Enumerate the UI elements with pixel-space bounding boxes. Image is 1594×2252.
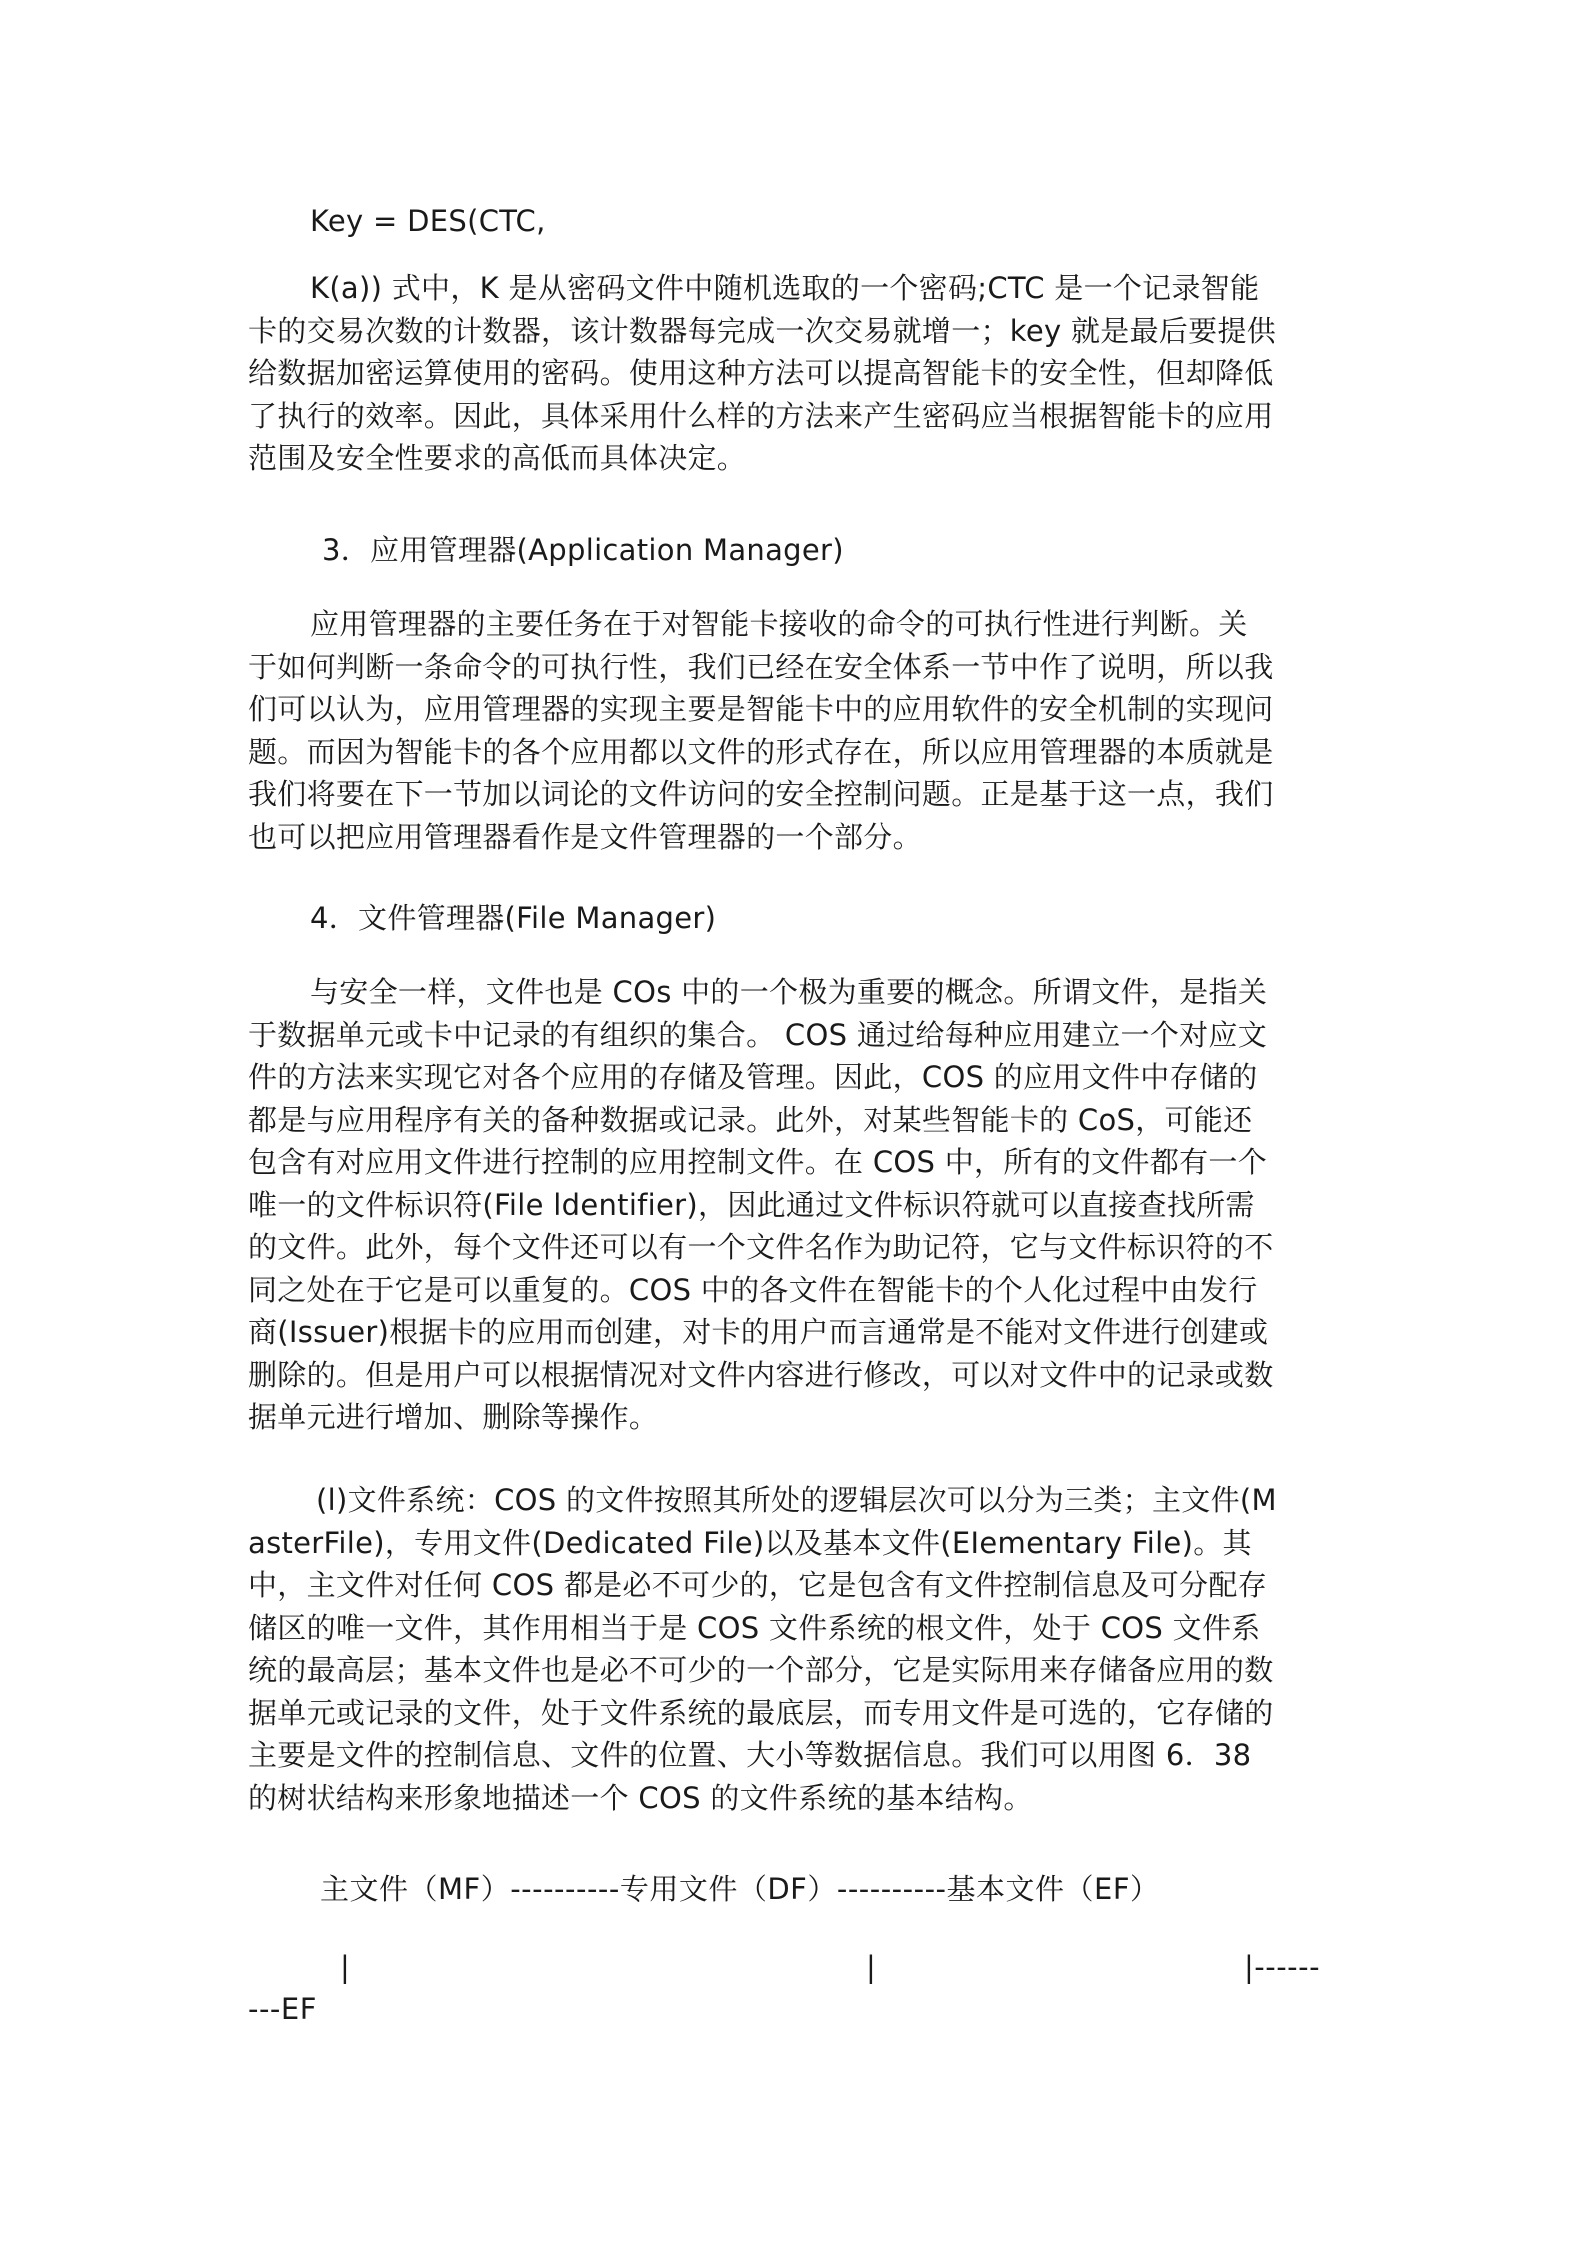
paragraph-line: 删除的。但是用户可以根据情况对文件内容进行修改，可以对文件中的记录或数: [248, 1357, 1274, 1392]
paragraph-key-explanation: [248, 267, 1358, 480]
paragraph-line: 都是与应用程序有关的备种数据或记录。此外，对某些智能卡的 CoS，可能还: [248, 1102, 1253, 1137]
paragraph-line: K(a)) 式中，K 是从密码文件中随机选取的一个密码;CTC 是一个记录智能: [310, 271, 1260, 305]
paragraph-line: 唯一的文件标识符(File ldentifier)，因此通过文件标识符就可以直接查找所需: [248, 1187, 1255, 1222]
paragraph-line: 的树状结构来形象地描述一个 COS 的文件系统的基本结构。: [248, 1780, 1033, 1815]
file-tree-connector-df: |: [866, 1950, 877, 1984]
formula-line: Key = DES(CTC,: [310, 204, 546, 238]
paragraph-line: 们可以认为，应用管理器的实现主要是智能卡中的应用软件的安全机制的实现问: [248, 692, 1274, 726]
paragraph-line: (l)文件系统：COS 的文件按照其所处的逻辑层次可以分为三类；主文件(M: [316, 1483, 1277, 1517]
paragraph-line: 同之处在于它是可以重复的。COS 中的各文件在智能卡的个人化过程中由发行: [248, 1272, 1258, 1307]
file-tree-top-row: 主文件（MF）----------专用文件（DF）----------基本文件（EF）: [320, 1872, 1160, 1906]
paragraph-line: 商(Issuer)根据卡的应用而创建，对卡的用户而言通常是不能对文件进行创建或: [248, 1315, 1269, 1349]
paragraph-line: 统的最高层；基本文件也是必不可少的一个部分，它是实际用来存储备应用的数: [248, 1653, 1274, 1687]
paragraph-line: 范围及安全性要求的高低而具体决定。: [248, 441, 747, 475]
paragraph-line: 包含有对应用文件进行控制的应用控制文件。在 COS 中，所有的文件都有一个: [248, 1145, 1268, 1179]
paragraph-line: 给数据加密运算使用的密码。使用这种方法可以提高智能卡的安全性，但却降低: [248, 356, 1274, 390]
paragraph-line: 题。而因为智能卡的各个应用都以文件的形式存在，所以应用管理器的本质就是: [248, 734, 1274, 769]
paragraph-line: 卡的交易次数的计数器，该计数器每完成一次交易就增一；key 就是最后要提供: [248, 313, 1277, 348]
paragraph-line: 应用管理器的主要任务在于对智能卡接收的命令的可执行性进行判断。关: [310, 607, 1248, 641]
paragraph-line: 也可以把应用管理器看作是文件管理器的一个部分。: [248, 819, 922, 854]
paragraph-line: 于如何判断一条命令的可执行性，我们已经在安全体系一节中作了说明，所以我: [248, 649, 1274, 684]
section-heading-file-manager: 4．文件管理器(File Manager): [310, 901, 717, 935]
paragraph-application-manager: [248, 603, 1358, 858]
paragraph-line: 主要是文件的控制信息、文件的位置、大小等数据信息。我们可以用图 6．38: [248, 1738, 1252, 1772]
file-tree-connector-ef: |------: [1244, 1950, 1321, 1984]
section-heading-application-manager: 3．应用管理器(Application Manager): [322, 533, 844, 567]
paragraph-line: 据单元进行增加、删除等操作。: [248, 1400, 659, 1434]
paragraph-line: 与安全一样，文件也是 COs 中的一个极为重要的概念。所谓文件，是指关: [310, 975, 1268, 1009]
paragraph-file-manager: [248, 971, 1358, 1439]
paragraph-line: 中，主文件对任何 COS 都是必不可少的，它是包含有文件控制信息及可分配存: [248, 1568, 1268, 1602]
paragraph-line: 据单元或记录的文件，处于文件系统的最底层，而专用文件是可选的，它存储的: [248, 1695, 1274, 1730]
paragraph-line: 件的方法来实现它对各个应用的存储及管理。因此，COS 的应用文件中存储的: [248, 1060, 1258, 1094]
paragraph-line: asterFile)，专用文件(Dedicated File)以及基本文件(EIementary File)。其: [248, 1525, 1252, 1560]
paragraph-line: 于数据单元或卡中记录的有组织的集合。 COS 通过给每种应用建立一个对应文: [248, 1017, 1268, 1052]
paragraph-line: 储区的唯一文件，其作用相当于是 COS 文件系统的根文件，处于 COS 文件系: [248, 1610, 1261, 1645]
paragraph-line: 了执行的效率。因此，具体采用什么样的方法来产生密码应当根据智能卡的应用: [248, 398, 1274, 433]
file-tree-ef-continuation: ---EF: [248, 1992, 317, 2026]
paragraph-file-system: [248, 1479, 1358, 1819]
file-tree-connector-mf: |: [340, 1950, 351, 1984]
paragraph-line: 我们将要在下一节加以词论的文件访问的安全控制问题。正是基于这一点，我们: [248, 777, 1274, 811]
paragraph-line: 的文件。此外，每个文件还可以有一个文件名作为助记符，它与文件标识符的不: [248, 1230, 1274, 1264]
